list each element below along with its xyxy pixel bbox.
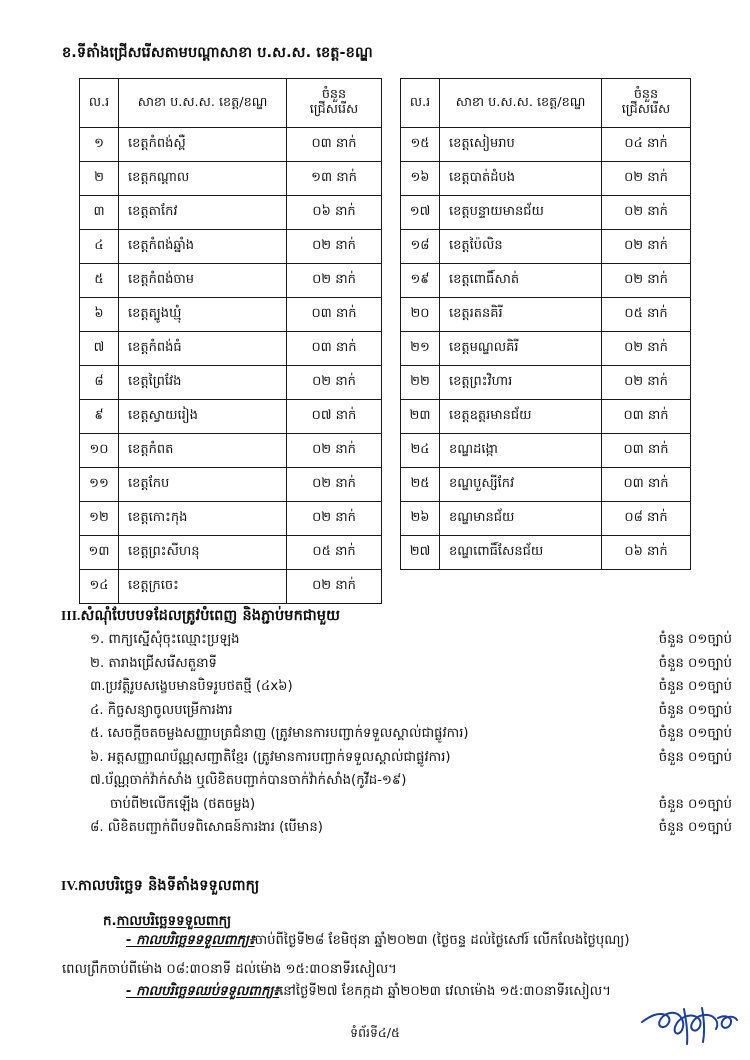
document-item-label: ចាប់ពី២លើកឡើង (ថតចម្លង) [110,796,256,812]
vacancy-count-cell: ០៣ នាក់ [602,468,691,502]
section-iii-numeral: III. [61,608,81,623]
branch-name-cell: ខណ្ឌដង្កោ [440,434,602,468]
table-row [401,264,691,298]
table-header-row [401,79,691,128]
table-row [401,332,691,366]
section-iv-numeral: IV. [61,878,78,893]
vacancy-count-cell: ០២ នាក់ [602,366,691,400]
table-row [80,468,382,502]
list-item [62,727,738,751]
table-row [401,536,691,570]
document-item-quantity: ចំនួន ០១ច្បាប់ [658,820,732,835]
row-number-cell: ១៤ [80,570,119,604]
vacancy-count-cell: ០៣ នាក់ [602,400,691,434]
document-item-quantity: ចំនួន ០១ច្បាប់ [658,702,732,718]
row-number-cell: ៩ [80,400,119,434]
section-iv-heading [61,877,259,896]
branch-name-cell: ខេត្តព្រះវិហារ [440,366,602,400]
document-item-quantity: ចំនួន ០១ច្បាប់ [658,749,732,765]
table-row [401,468,691,502]
row-number-cell: ២៤ [401,434,440,468]
list-item [62,704,738,728]
section-iv-subheading-text: កាលបរិច្ឆេទទទួលពាក្យ [116,914,232,929]
row-number-cell: ៤ [80,230,119,264]
table-row [80,230,382,264]
branch-name-cell: ខេត្តក្រចេះ [119,570,287,604]
branch-name-cell: ខេត្តមណ្ឌលគិរី [440,332,602,366]
application-close-date-value: នៅថ្ងៃទី២៧ ខែកក្កដា ឆ្នាំ២០២៣ វេលាម៉ោង ១៥:៣០នាទីរសៀល។ [279,984,611,999]
document-item-label: ៨. លិខិតបញ្ជាក់ពីបទពិសោធន៍ការងារ (បើមាន) [90,820,323,835]
branch-table-left-body [80,128,382,604]
row-number-cell: ១២ [80,502,119,536]
branch-table-right-wrapper [400,78,691,570]
document-item-label: ៥. សេចក្ដីចតចម្លងសញ្ញាបត្រជំនាញ (ត្រូវមានការបញ្ជាក់ទទួលស្គាល់ជាផ្លូវការ) [90,726,469,741]
row-number-cell: ២២ [401,366,440,400]
branch-name-cell: ខេត្តកំពង់ធំ [119,332,287,366]
branch-name-cell: ខណ្ឌមានជ័យ [440,502,602,536]
column-header-branch: សាខា ប.ស.ស. ខេត្ត/ខណ្ឌ [440,79,602,128]
list-item [62,774,738,798]
section-iv-subheading [103,912,231,932]
branch-name-cell: ខណ្ឌបួស្សីកែវ [440,468,602,502]
row-number-cell: ៣ [80,196,119,230]
vacancy-count-cell: ០២ នាក់ [287,366,382,400]
list-item [62,798,738,822]
table-row [401,196,691,230]
table-row [80,196,382,230]
branch-name-cell: ខេត្តបន្ទាយមានជ័យ [440,196,602,230]
section-iv-heading-text: កាលបរិច្ឆេទ និងទីតាំងទទួលពាក្យ [77,878,260,894]
table-row [80,264,382,298]
vacancy-count-cell: ០២ នាក់ [602,264,691,298]
required-documents-list [62,633,738,845]
column-header-no: ល.រ [401,79,440,128]
table-row [401,162,691,196]
vacancy-count-cell: ០៥ នាក់ [287,536,382,570]
table-row [80,366,382,400]
table-row [80,502,382,536]
list-item [62,751,738,775]
vacancy-count-cell: ០៣ នាក់ [287,298,382,332]
application-open-date-line [126,932,629,951]
vacancy-count-cell: ០៣ នាក់ [602,434,691,468]
table-row [80,332,382,366]
column-header-count-line2: ជ្រើសរើស [309,102,359,117]
vacancy-count-cell: ០២ នាក់ [287,264,382,298]
branch-name-cell: ខេត្តសៀមរាប [440,128,602,162]
section-iii-heading-text: សំណុំបែបបទដែលត្រូវបំពេញ និងភ្ជាប់មកជាមួយ [80,608,341,624]
document-item-label: ៦. អត្តសញ្ញាណប័ណ្ណសញ្ជាតិខ្មែរ (ត្រូវមានការបញ្ជាក់ទទួលស្គាល់ជាផ្លូវការ) [90,749,451,765]
document-item-quantity: ចំនួន ០១ច្បាប់ [658,655,732,671]
document-item-quantity: ចំនួន ០១ច្បាប់ [658,679,732,694]
table-row [401,434,691,468]
vacancy-count-cell: ០៤ នាក់ [602,128,691,162]
row-number-cell: ១១ [80,468,119,502]
branch-table-right-body [401,128,691,570]
list-item [62,633,738,657]
branch-name-cell: ខេត្តតាកែវ [119,196,287,230]
row-number-cell: ៨ [80,366,119,400]
document-item-label: ៤. កិច្ចសន្យាចូលបម្រើការងារ [90,702,233,718]
row-number-cell: ២៦ [401,502,440,536]
row-number-cell: ២៧ [401,536,440,570]
document-item-quantity: ចំនួន ០១ច្បាប់ [658,796,732,812]
row-number-cell: ២ [80,162,119,196]
branch-name-cell: ខេត្តកែប [119,468,287,502]
vacancy-count-cell: ០៥ នាក់ [602,298,691,332]
row-number-cell: ១៨ [401,230,440,264]
section-kh-heading: ខ.ទីតាំងជ្រើសរើសតាមបណ្ដាសាខា ប.ស.ស. ខេត្ត-ខណ្ឌ [62,45,373,61]
table-row [80,434,382,468]
table-row [401,400,691,434]
row-number-cell: ៦ [80,298,119,332]
vacancy-count-cell: ១៣ នាក់ [287,162,382,196]
row-number-cell: ១៥ [401,128,440,162]
row-number-cell: ២១ [401,332,440,366]
page-number-footer: ទំព័រទី៤/៥ [350,1025,400,1040]
handwritten-signature [640,1006,740,1050]
row-number-cell: ១៣ [80,536,119,570]
table-row [401,298,691,332]
vacancy-count-cell: ០៧ នាក់ [287,400,382,434]
row-number-cell: ២០ [401,298,440,332]
table-row [80,128,382,162]
table-row [401,128,691,162]
branch-name-cell: ខេត្តស្វាយរៀង [119,400,287,434]
document-item-label: ២. តារាងជ្រើសរើសតួនាទី [90,655,217,671]
branch-name-cell: ខេត្តឧត្តរមានជ័យ [440,400,602,434]
vacancy-count-cell: ០៣ នាក់ [287,332,382,366]
list-item [62,657,738,681]
branch-name-cell: ខេត្តកំពត [119,434,287,468]
branch-name-cell: ខេត្តកណ្ដាល [119,162,287,196]
branch-name-cell: ខេត្តត្បូងឃ្មុំ [119,298,287,332]
table-row [401,230,691,264]
vacancy-count-cell: ០២ នាក់ [287,230,382,264]
column-header-count-line2: ជ្រើសរើស [621,102,671,117]
branch-table-left-wrapper [79,78,382,604]
row-number-cell: ២៥ [401,468,440,502]
table-row [80,400,382,434]
column-header-branch: សាខា ប.ស.ស. ខេត្ត/ខណ្ឌ [119,79,287,128]
branch-name-cell: ខេត្តព្រះសីហនុ [119,536,287,570]
vacancy-count-cell: ០២ នាក់ [287,502,382,536]
table-row [80,298,382,332]
document-item-label: ៣.ប្រវត្តិរូបសង្ខេបមានបិទរូបថតថ្មី (៤x៦) [90,679,293,694]
column-header-count [602,79,691,128]
table-row [80,162,382,196]
branch-name-cell: ខេត្តពោធិ៍សាត់ [440,264,602,298]
branch-name-cell: ខេត្តព្រៃវែង [119,366,287,400]
table-row [80,536,382,570]
document-item-label: ១. ពាក្យស្នើសុំចុះឈ្មោះប្រឡង [90,632,240,647]
branch-name-cell: ខេត្តប៉ៃលិន [440,230,602,264]
vacancy-count-cell: ០២ នាក់ [602,162,691,196]
table-row [401,366,691,400]
row-number-cell: ៥ [80,264,119,298]
document-item-label: ៧.ប័ណ្ណចាក់វ៉ាក់សាំង ឬលិខិតបញ្ជាក់បានចាក់វ៉ាក់សាំង(កូវីដ-១៩) [90,773,407,788]
branch-name-cell: ខេត្តកោះកុង [119,502,287,536]
vacancy-count-cell: ០៨ នាក់ [602,502,691,536]
vacancy-count-cell: ០២ នាក់ [287,468,382,502]
section-iv-subheading-prefix: ក. [103,914,117,929]
row-number-cell: ១៦ [401,162,440,196]
table-row [80,570,382,604]
branch-table-right [400,78,691,570]
table-row [401,502,691,536]
row-number-cell: ១៩ [401,264,440,298]
application-close-date-line [126,983,611,1002]
document-item-quantity: ចំនួន ០១ច្បាប់ [658,632,732,647]
application-open-date-value: ចាប់ពីថ្ងៃទី២៨ ខែមិថុនា ឆ្នាំ២០២៣ (ថ្ងៃចន្ទ ដល់ថ្ងៃសៅរ៍ លើកលែងថ្ងៃបុណ្យ) [254,933,630,948]
branch-name-cell: ខេត្តកំពង់ឆ្នាំង [119,230,287,264]
vacancy-count-cell: ០២ នាក់ [602,332,691,366]
vacancy-count-cell: ០២ នាក់ [287,570,382,604]
column-header-no: ល.រ [80,79,119,128]
column-header-count-line1: ចំនួន [633,87,659,103]
row-number-cell: ២៣ [401,400,440,434]
row-number-cell: ១០ [80,434,119,468]
row-number-cell: ១ [80,128,119,162]
vacancy-count-cell: ០២ នាក់ [602,230,691,264]
list-item [62,680,738,704]
document-item-quantity: ចំនួន ០១ច្បាប់ [658,726,732,741]
branch-name-cell: ខេត្តកំពង់ស្ពឺ [119,128,287,162]
vacancy-count-cell: ០៦ នាក់ [602,536,691,570]
application-close-date-label: - កាលបរិច្ឆេទឈប់ទទួលពាក្យ៖ [126,984,280,999]
vacancy-count-cell: ០៦ នាក់ [287,196,382,230]
section-iii-heading [61,607,340,626]
list-item [62,821,738,845]
vacancy-count-cell: ០២ នាក់ [602,196,691,230]
application-open-date-label: - កាលបរិច្ឆេទទទួលពាក្យ៖ [126,933,255,948]
row-number-cell: ៧ [80,332,119,366]
branch-name-cell: ខេត្តកំពង់ចាម [119,264,287,298]
branch-name-cell: ខេត្តរតនគិរី [440,298,602,332]
table-header-row [80,79,382,128]
vacancy-count-cell: ០២ នាក់ [287,434,382,468]
column-header-count-line1: ចំនួន [321,87,347,103]
branch-name-cell: ខេត្តបាត់ដំបង [440,162,602,196]
application-hours-line: ពេលព្រឹកចាប់ពីម៉ោង ០៨:៣០នាទី ដល់ម៉ោង ១៥:៣០នាទីរសៀល។ [62,962,397,977]
branch-table-left [79,78,382,604]
branch-name-cell: ខណ្ឌពោធិ៍សែនជ័យ [440,536,602,570]
row-number-cell: ១៧ [401,196,440,230]
vacancy-count-cell: ០៣ នាក់ [287,128,382,162]
column-header-count [287,79,382,128]
